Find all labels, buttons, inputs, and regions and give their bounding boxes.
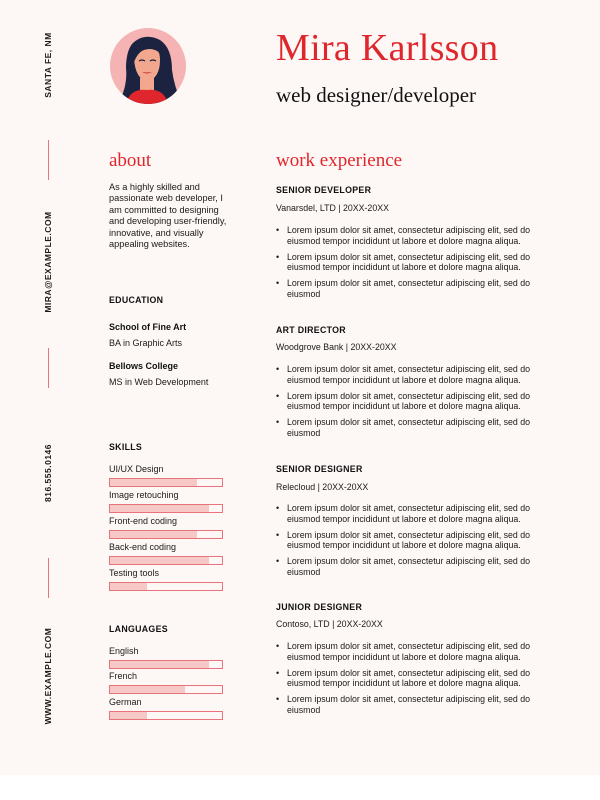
skill-label: Image retouching <box>109 490 179 500</box>
education-degree: BA in Graphic Arts <box>109 338 183 348</box>
contact-location: SANTA FE, NM <box>43 32 53 98</box>
skill-bar <box>109 504 223 513</box>
person-name: Mira Karlsson <box>276 27 499 69</box>
skill-bar <box>109 478 223 487</box>
contact-email[interactable]: MIRA@EXAMPLE.COM <box>43 211 53 313</box>
job-company: Woodgrove Bank | 20XX-20XX <box>276 342 397 352</box>
divider-line <box>48 140 49 180</box>
job-company: Vanarsdel, LTD | 20XX-20XX <box>276 203 389 213</box>
skills-heading: SKILLS <box>109 442 143 452</box>
list-item: • Lorem ipsum dolor sit amet, consectetur adipiscing elit, sed do eiusmod tempor incididunt ut labore et dolore magna aliqua. <box>276 252 538 273</box>
skill-label: Front-end coding <box>109 516 178 526</box>
job-company: Relecloud | 20XX-20XX <box>276 482 369 492</box>
avatar <box>110 28 186 104</box>
list-item: • Lorem ipsum dolor sit amet, consectetur adipiscing elit, sed do eiusmod tempor incididunt ut labore et dolore magna aliqua. <box>276 364 538 385</box>
job-bullet-list <box>276 641 538 721</box>
education-school: Bellows College <box>109 361 179 371</box>
education-heading: EDUCATION <box>109 295 164 305</box>
job-title: SENIOR DESIGNER <box>276 464 363 474</box>
divider-line <box>48 558 49 598</box>
skill-bar-fill <box>110 505 209 512</box>
work-experience-heading: work experience <box>276 150 403 171</box>
language-label: German <box>109 697 142 707</box>
divider-line <box>48 348 49 388</box>
language-label: French <box>109 671 138 681</box>
skill-label: Testing tools <box>109 568 160 578</box>
skill-bar <box>109 530 223 539</box>
language-bar <box>109 711 223 720</box>
list-item: • Lorem ipsum dolor sit amet, consectetur adipiscing elit, sed do eiusmod tempor incididunt ut labore et dolore magna aliqua. <box>276 225 538 246</box>
skill-label: Back-end coding <box>109 542 177 552</box>
list-item: • Lorem ipsum dolor sit amet, consectetur adipiscing elit, sed do eiusmod tempor incididunt ut labore et dolore magna aliqua. <box>276 641 538 662</box>
language-bar <box>109 685 223 694</box>
list-item: • Lorem ipsum dolor sit amet, consectetur adipiscing elit, sed do eiusmod tempor incididunt ut labore et dolore magna aliqua. <box>276 530 538 551</box>
list-item: • Lorem ipsum dolor sit amet, consectetur adipiscing elit, sed do eiusmod tempor incididunt ut labore et dolore magna aliqua. <box>276 391 538 412</box>
language-item <box>109 670 223 694</box>
language-bar-fill <box>110 686 185 693</box>
skill-item <box>109 463 223 487</box>
language-bar <box>109 660 223 669</box>
language-bar-fill <box>110 712 147 719</box>
list-item: • Lorem ipsum dolor sit amet, consectetur adipiscing elit, sed do eiusmod tempor incididunt ut labore et dolore magna aliqua. <box>276 668 538 689</box>
contact-website[interactable]: WWW.EXAMPLE.COM <box>43 627 53 725</box>
job-title: JUNIOR DESIGNER <box>276 602 363 612</box>
skill-label: UI/UX Design <box>109 464 164 474</box>
languages-heading: LANGUAGES <box>109 624 168 634</box>
language-bar-fill <box>110 661 209 668</box>
contact-phone[interactable]: 816.555.0146 <box>43 444 53 502</box>
language-label: English <box>109 646 139 656</box>
list-item: • Lorem ipsum dolor sit amet, consectetur adipiscing elit, sed do eiusmod <box>276 278 538 299</box>
skill-bar <box>109 582 223 591</box>
skill-item <box>109 489 223 513</box>
list-item: • Lorem ipsum dolor sit amet, consectetur adipiscing elit, sed do eiusmod <box>276 556 538 577</box>
language-item <box>109 645 223 669</box>
list-item: • Lorem ipsum dolor sit amet, consectetur adipiscing elit, sed do eiusmod <box>276 417 538 438</box>
woman-portrait-icon <box>110 28 186 104</box>
list-item: • Lorem ipsum dolor sit amet, consectetur adipiscing elit, sed do eiusmod tempor incididunt ut labore et dolore magna aliqua. <box>276 503 538 524</box>
about-heading: about <box>109 150 152 171</box>
list-item: • Lorem ipsum dolor sit amet, consectetur adipiscing elit, sed do eiusmod <box>276 694 538 715</box>
job-bullet-list <box>276 364 538 444</box>
education-degree: MS in Web Development <box>109 377 209 387</box>
skill-bar-fill <box>110 557 209 564</box>
skill-bar-fill <box>110 531 197 538</box>
skill-item <box>109 515 223 539</box>
skill-item <box>109 567 223 591</box>
job-company: Contoso, LTD | 20XX-20XX <box>276 619 383 629</box>
skill-bar-fill <box>110 479 197 486</box>
job-title: SENIOR DEVELOPER <box>276 185 372 195</box>
about-text: As a highly skilled and passionate web developer, I am committed to designing and developing user-friendly, innovative, and visually appealing websites. <box>109 182 227 250</box>
skill-bar <box>109 556 223 565</box>
job-title: ART DIRECTOR <box>276 325 346 335</box>
skill-bar-fill <box>110 583 147 590</box>
job-role: web designer/developer <box>276 83 477 107</box>
language-item <box>109 696 223 720</box>
job-bullet-list <box>276 503 538 583</box>
education-school: School of Fine Art <box>109 322 187 332</box>
skill-item <box>109 541 223 565</box>
job-bullet-list <box>276 225 538 305</box>
